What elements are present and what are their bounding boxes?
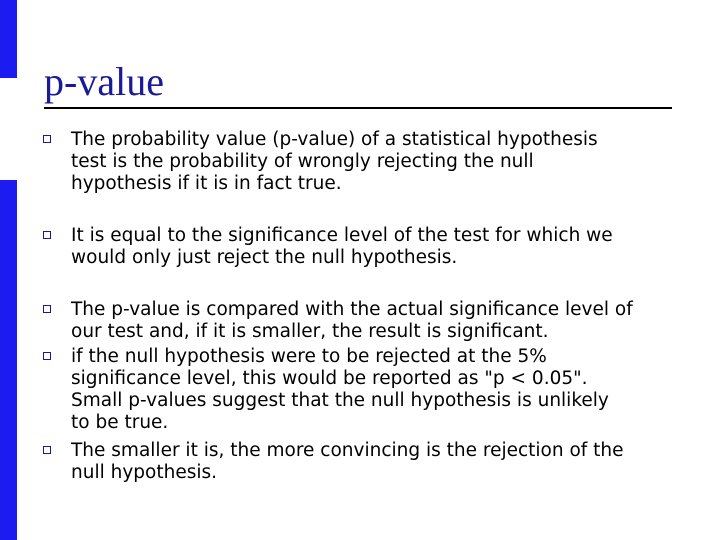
bullet-text: The probability value (p-value) of a statistical hypothesis test is the probability of wrongly rejecting the null hypothesis if it is in fact true.	[71, 129, 598, 194]
side-bar-bottom-accent	[0, 180, 17, 540]
square-bullet-icon	[43, 352, 51, 360]
square-bullet-icon	[43, 231, 51, 239]
bullet-text: if the null hypothesis were to be rejected at the 5% significance level, this would be reported as "p < 0.05". Small p-values suggest that the null hypothesis is unlikely to be true.	[71, 346, 609, 433]
bullet-text: The smaller it is, the more convincing is the rejection of the null hypothesis.	[71, 440, 624, 483]
square-bullet-icon	[43, 135, 51, 143]
side-bar-top-accent	[0, 0, 17, 78]
slide-title: p-value	[44, 59, 164, 104]
square-bullet-icon	[43, 305, 51, 313]
square-bullet-icon	[43, 446, 51, 454]
bullet-text: It is equal to the significance level of the test for which we would only just reject the null hypothesis.	[71, 225, 613, 268]
bullet-text: The p-value is compared with the actual significance level of our test and, if it is smaller, the result is significant.	[71, 299, 633, 342]
title-underline-rule	[44, 107, 672, 109]
